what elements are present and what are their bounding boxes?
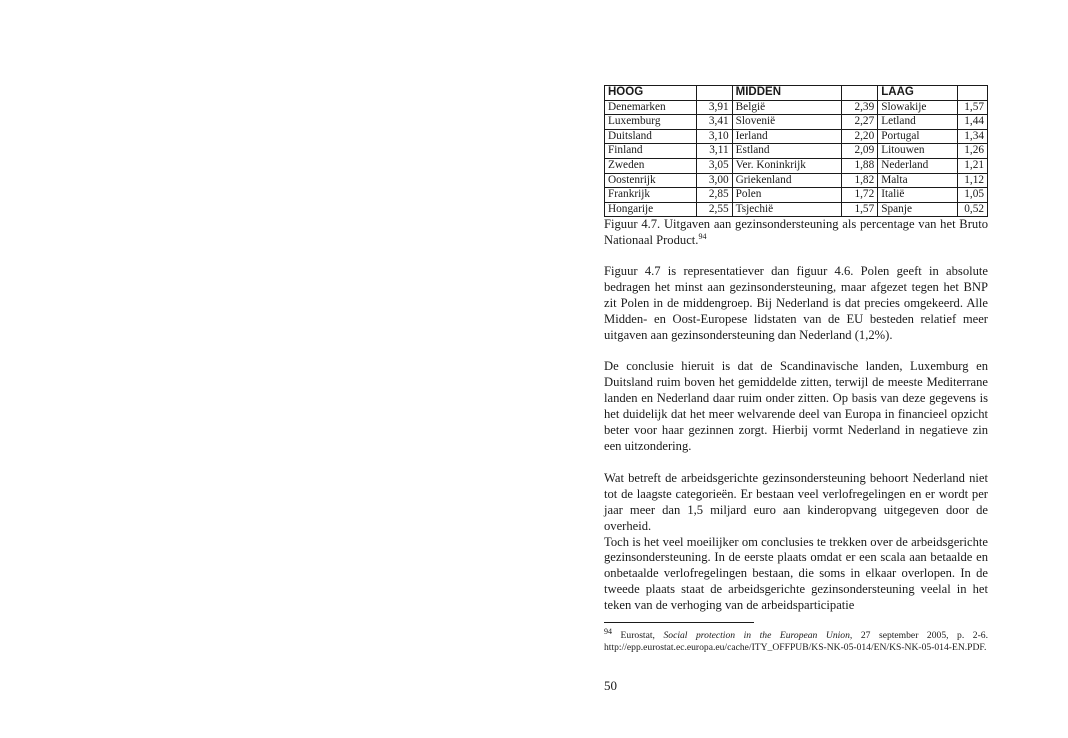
value-low-cell: 1,26 <box>957 144 987 159</box>
country-low-cell: Letland <box>878 115 958 130</box>
country-low-cell: Litouwen <box>878 144 958 159</box>
country-low-cell: Malta <box>878 173 958 188</box>
country-low-cell: Slowakije <box>878 100 958 115</box>
page-content <box>604 85 988 614</box>
paragraph: De conclusie hieruit is dat de Scandinavische landen, Luxemburg en Duitsland ruim boven het gemiddelde zitten, terwijl de meeste Mediterrane landen en Nederland daar ruim onder zitten. Op basis van deze gegevens is het duidelijk dat het meer welvarende deel van Europa in financieel opzicht beter voor haar gezinnen zorgt. Hierbij vormt Nederland in negatieve zin een uitzondering. <box>604 359 988 453</box>
footnote-prefix: Eurostat, <box>620 630 655 641</box>
country-low-cell: Portugal <box>878 129 958 144</box>
value-high-cell: 2,55 <box>696 202 732 217</box>
footnote-reference: 94 <box>698 231 707 241</box>
country-high-cell: Finland <box>605 144 697 159</box>
column-header <box>957 86 987 101</box>
footnote <box>604 626 988 655</box>
value-low-cell: 1,44 <box>957 115 987 130</box>
value-middle-cell: 2,27 <box>842 115 878 130</box>
value-middle-cell: 2,39 <box>842 100 878 115</box>
country-middle-cell: Polen <box>732 188 842 203</box>
value-high-cell: 3,00 <box>696 173 732 188</box>
family-support-table <box>604 85 988 217</box>
country-low-cell: Spanje <box>878 202 958 217</box>
value-middle-cell: 1,82 <box>842 173 878 188</box>
value-high-cell: 3,11 <box>696 144 732 159</box>
column-header <box>842 86 878 101</box>
table-row <box>605 144 988 159</box>
country-high-cell: Denemarken <box>605 100 697 115</box>
value-middle-cell: 1,57 <box>842 202 878 217</box>
country-middle-cell: Griekenland <box>732 173 842 188</box>
table-row <box>605 158 988 173</box>
page-number: 50 <box>604 678 617 693</box>
table-row <box>605 100 988 115</box>
value-low-cell: 0,52 <box>957 202 987 217</box>
value-middle-cell: 2,09 <box>842 144 878 159</box>
value-high-cell: 2,85 <box>696 188 732 203</box>
footnote-suffix: , 27 september 2005, p. 2-6. http://epp.eurostat.ec.europa.eu/cache/ITY_OFFPUB/KS-NK-05-014/EN/KS-NK-05-014-EN.PDF. <box>604 630 988 654</box>
footnote-divider <box>604 622 754 623</box>
value-low-cell: 1,21 <box>957 158 987 173</box>
value-low-cell: 1,57 <box>957 100 987 115</box>
footnote-title: Social protection in the European Union <box>663 630 850 641</box>
value-middle-cell: 1,88 <box>842 158 878 173</box>
value-low-cell: 1,34 <box>957 129 987 144</box>
table-row <box>605 129 988 144</box>
country-middle-cell: Slovenië <box>732 115 842 130</box>
paragraph: Figuur 4.7 is representatiever dan figuur 4.6. Polen geeft in absolute bedragen het minst aan gezinsondersteuning, maar afgezet tegen het BNP zit Polen in de middengroep. Bij Nederland is dat precies omgekeerd. Alle Midden- en Oost-Europese lidstaten van de EU besteden relatief meer uitgaven aan gezinsondersteuning dan Nederland (1,2%). <box>604 263 988 342</box>
value-high-cell: 3,10 <box>696 129 732 144</box>
figure-caption <box>604 217 988 248</box>
column-header: HOOG <box>605 86 697 101</box>
column-header: LAAG <box>878 86 958 101</box>
country-high-cell: Duitsland <box>605 129 697 144</box>
country-middle-cell: België <box>732 100 842 115</box>
country-middle-cell: Ierland <box>732 129 842 144</box>
column-header <box>696 86 732 101</box>
value-middle-cell: 1,72 <box>842 188 878 203</box>
paragraph: Toch is het veel moeilijker om conclusies te trekken over de arbeidsgerichte gezinsondersteuning. In de eerste plaats omdat er een scala aan betaalde en onbetaalde verlofregelingen bestaan, die soms in elkaar overlopen. In de tweede plaats staat de arbeidsgerichte gezinsondersteuning veelal in het teken van de verhoging van de arbeidsparticipatie <box>604 534 988 613</box>
table-body <box>605 100 988 217</box>
table-row <box>605 202 988 217</box>
country-middle-cell: Ver. Koninkrijk <box>732 158 842 173</box>
caption-text: Figuur 4.7. Uitgaven aan gezinsondersteuning als percentage van het Bruto Nationaal Product. <box>604 217 988 247</box>
value-high-cell: 3,91 <box>696 100 732 115</box>
value-high-cell: 3,05 <box>696 158 732 173</box>
country-middle-cell: Tsjechië <box>732 202 842 217</box>
country-low-cell: Italië <box>878 188 958 203</box>
country-high-cell: Zweden <box>605 158 697 173</box>
country-low-cell: Nederland <box>878 158 958 173</box>
country-high-cell: Hongarije <box>605 202 697 217</box>
country-high-cell: Luxemburg <box>605 115 697 130</box>
country-high-cell: Frankrijk <box>605 188 697 203</box>
table-row <box>605 115 988 130</box>
value-low-cell: 1,12 <box>957 173 987 188</box>
footnote-number: 94 <box>604 626 612 636</box>
table-header-row <box>605 86 988 101</box>
table-row <box>605 173 988 188</box>
column-header: MIDDEN <box>732 86 842 101</box>
table-row <box>605 188 988 203</box>
value-low-cell: 1,05 <box>957 188 987 203</box>
paragraph: Wat betreft de arbeidsgerichte gezinsondersteuning behoort Nederland niet tot de laagste categorieën. Er bestaan veel verlofregelingen en er wordt per jaar meer dan 1,5 miljard euro aan kinderopvang uitgegeven door de overheid. <box>604 470 988 533</box>
value-middle-cell: 2,20 <box>842 129 878 144</box>
value-high-cell: 3,41 <box>696 115 732 130</box>
country-middle-cell: Estland <box>732 144 842 159</box>
country-high-cell: Oostenrijk <box>605 173 697 188</box>
